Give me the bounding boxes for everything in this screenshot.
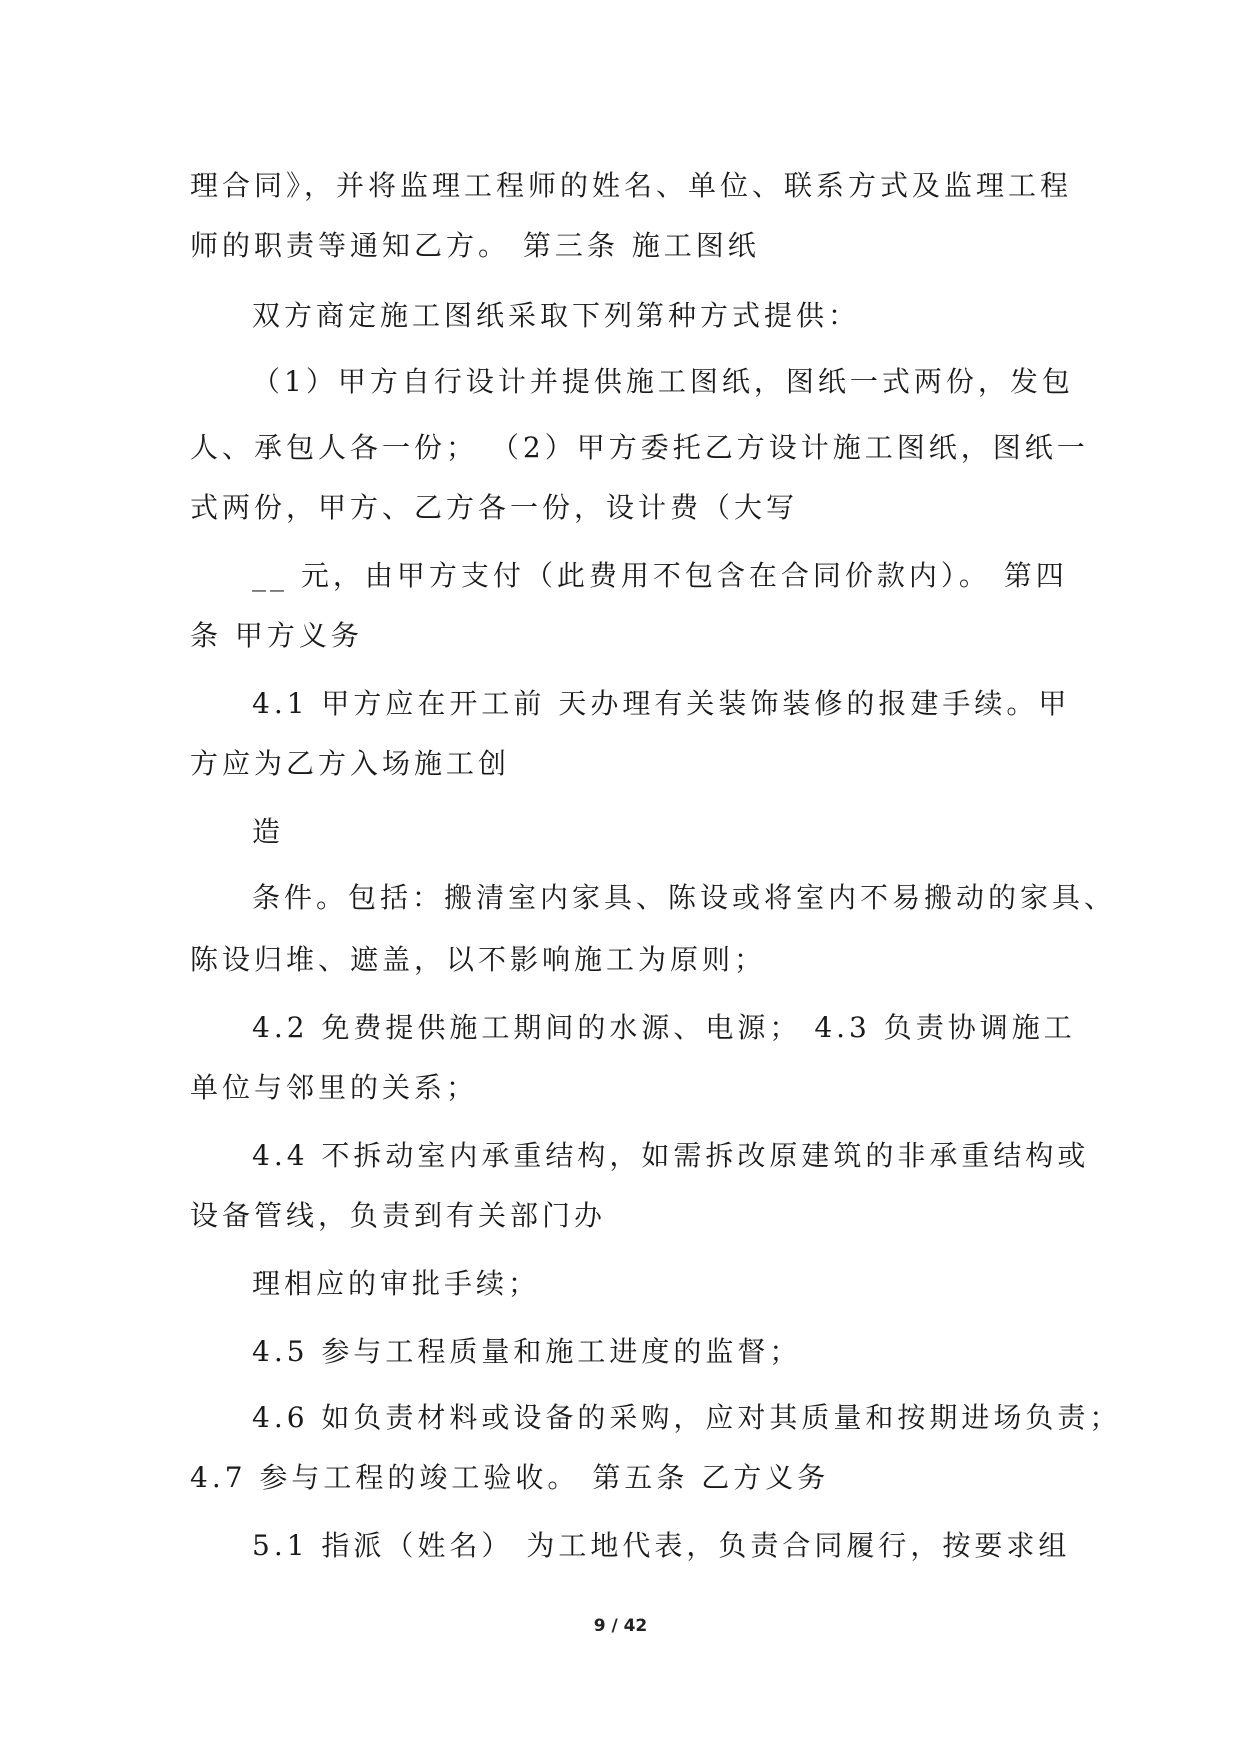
text-line: 师的职责等通知乙方。 第三条 施工图纸 [190,229,760,262]
text-line: 4.6 如负责材料或设备的采购，应对其质量和按期进场负责； [252,1401,1122,1434]
text-line: 4.5 参与工程质量和施工进度的监督； [252,1335,802,1368]
text-line: 单位与邻里的关系； [190,1071,479,1104]
text-line: __ 元，由甲方支付（此费用不包含在合同价款内）。 第四 [252,559,1068,592]
text-line: 4.1 甲方应在开工前 天办理有关装饰装修的报建手续。甲 [252,687,1071,720]
text-line: 理合同》，并将监理工程师的姓名、单位、联系方式及监理工程 [190,169,1073,202]
text-line: 条 甲方义务 [190,619,363,652]
text-line: （1）甲方自行设计并提供施工图纸，图纸一式两份，发包 [252,365,1074,398]
page-number: 9 / 42 [593,1616,648,1636]
text-line: 5.1 指派（姓名） 为工地代表，负责合同履行，按要求组 [252,1529,1071,1562]
text-line: 式两份，甲方、乙方各一份，设计费（大写 [190,491,799,524]
text-line: 4.7 参与工程的竣工验收。 第五条 乙方义务 [190,1461,830,1494]
text-line: 理相应的审批手续； [252,1267,541,1300]
text-line: 人、承包人各一份； （2）甲方委托乙方设计施工图纸，图纸一 [190,431,1089,464]
text-line: 造 [252,815,285,848]
text-line: 条件。包括：搬清室内家具、陈设或将室内不易搬动的家具、 [252,881,1117,914]
text-line: 4.2 免费提供施工期间的水源、电源； 4.3 负责协调施工 [252,1011,1076,1044]
text-line: 方应为乙方入场施工创 [190,747,511,780]
text-line: 设备管线，负责到有关部门办 [190,1199,607,1232]
text-line: 双方商定施工图纸采取下列第种方式提供： [252,299,861,332]
text-line: 4.4 不拆动室内承重结构，如需拆改原建筑的非承重结构或 [252,1139,1090,1172]
text-line: 陈设归堆、遮盖，以不影响施工为原则； [190,943,767,976]
